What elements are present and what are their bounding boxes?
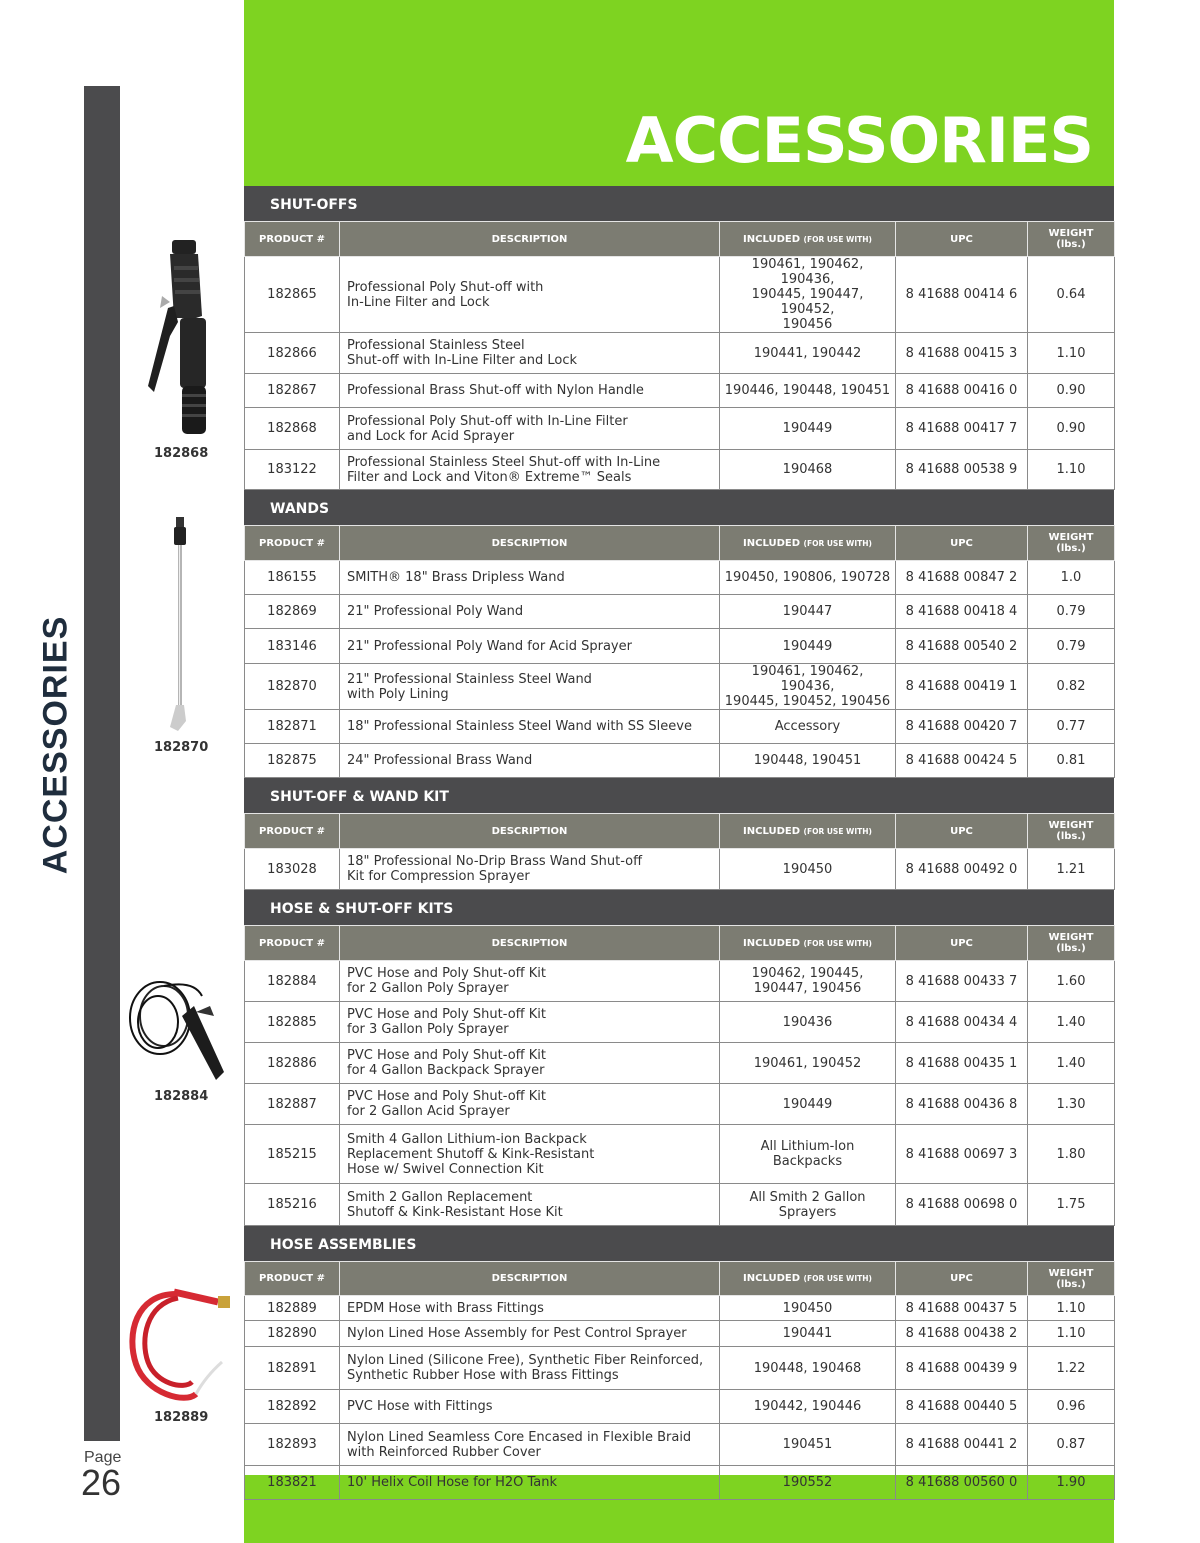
table-header [245,222,1115,257]
table-cell: 1.80 [1028,1125,1115,1184]
table-cell: 8 41688 00847 2 [896,561,1028,595]
table-cell: 183028 [245,849,340,890]
table-cell: 190461, 190452 [720,1043,896,1084]
table-cell: 182887 [245,1084,340,1125]
table-cell: 190461, 190462, 190436, 190445, 190452, 190456 [720,664,896,710]
table-cell: 182870 [245,664,340,710]
col-description: DESCRIPTION [340,526,720,561]
table-cell: 190449 [720,629,896,664]
wand-image [160,515,200,737]
table-cell: 183146 [245,629,340,664]
table-cell: EPDM Hose with Brass Fittings [340,1296,720,1321]
table-row [245,1321,1115,1347]
table-cell: 8 41688 00433 7 [896,961,1028,1002]
section-table [244,813,1115,890]
table-cell: 0.90 [1028,374,1115,408]
table-cell: 190450 [720,1296,896,1321]
table-row [245,961,1115,1002]
table-cell: 1.21 [1028,849,1115,890]
page-label: Page [84,1449,122,1466]
table-cell: 182875 [245,744,340,778]
col-product: PRODUCT # [245,222,340,257]
table-row [245,257,1115,333]
table-cell: 8 41688 00560 0 [896,1466,1028,1500]
table-cell: 8 41688 00415 3 [896,333,1028,374]
table-cell: 1.60 [1028,961,1115,1002]
col-upc: UPC [896,814,1028,849]
table-cell: 8 41688 00439 9 [896,1347,1028,1390]
table-cell: 182884 [245,961,340,1002]
table-cell: Nylon Lined Seamless Core Encased in Flexible Braid with Reinforced Rubber Cover [340,1424,720,1466]
table-cell: 1.75 [1028,1184,1115,1226]
table-cell: 0.90 [1028,408,1115,450]
table-cell: 185215 [245,1125,340,1184]
table-cell: 190442, 190446 [720,1390,896,1424]
col-description: DESCRIPTION [340,926,720,961]
col-description: DESCRIPTION [340,222,720,257]
table-cell: Professional Stainless Steel Shut-off with In-Line Filter and Lock [340,333,720,374]
section-title: SHUT-OFF & WAND KIT [244,778,1114,813]
col-upc: UPC [896,1262,1028,1296]
table-cell: PVC Hose and Poly Shut-off Kit for 2 Gallon Poly Sprayer [340,961,720,1002]
col-included: INCLUDED (FOR USE WITH) [720,1262,896,1296]
table-cell: 190552 [720,1466,896,1500]
table-cell: Professional Poly Shut-off with In-Line Filter and Lock for Acid Sprayer [340,408,720,450]
table-cell: 182885 [245,1002,340,1043]
image-label-182868: 182868 [154,446,209,461]
table-cell: 0.64 [1028,257,1115,333]
table-cell: 1.90 [1028,1466,1115,1500]
table-cell: 8 41688 00540 2 [896,629,1028,664]
table-cell: 1.40 [1028,1002,1115,1043]
table-cell: 190441, 190442 [720,333,896,374]
table-row [245,1125,1115,1184]
table-cell: All Smith 2 Gallon Sprayers [720,1184,896,1226]
table-cell: 8 41688 00437 5 [896,1296,1028,1321]
table-cell: 8 41688 00698 0 [896,1184,1028,1226]
table-cell: 8 41688 00440 5 [896,1390,1028,1424]
table-row [245,710,1115,744]
table-cell: 0.77 [1028,710,1115,744]
table-cell: 0.81 [1028,744,1115,778]
table-cell: 0.96 [1028,1390,1115,1424]
table-cell: 8 41688 00438 2 [896,1321,1028,1347]
table-cell: 182869 [245,595,340,629]
table-cell: 8 41688 00441 2 [896,1424,1028,1466]
table-row [245,1296,1115,1321]
table-cell: 8 41688 00420 7 [896,710,1028,744]
table-cell: PVC Hose with Fittings [340,1390,720,1424]
table-cell: 21" Professional Stainless Steel Wand with Poly Lining [340,664,720,710]
table-cell: 21" Professional Poly Wand for Acid Sprayer [340,629,720,664]
accessories-content [244,186,1114,1500]
table-cell: 8 41688 00419 1 [896,664,1028,710]
table-cell: 10' Helix Coil Hose for H2O Tank [340,1466,720,1500]
table-cell: SMITH® 18" Brass Dripless Wand [340,561,720,595]
col-included: INCLUDED (FOR USE WITH) [720,814,896,849]
table-row [245,450,1115,490]
table-cell: Accessory [720,710,896,744]
col-product: PRODUCT # [245,926,340,961]
table-cell: 185216 [245,1184,340,1226]
table-cell: 190449 [720,408,896,450]
table-cell: 182890 [245,1321,340,1347]
col-upc: UPC [896,222,1028,257]
table-cell: Nylon Lined (Silicone Free), Synthetic Fiber Reinforced, Synthetic Rubber Hose with Brass Fittings [340,1347,720,1390]
table-header [245,526,1115,561]
section-table [244,221,1115,490]
table-cell: 182891 [245,1347,340,1390]
table-cell: 8 41688 00434 4 [896,1002,1028,1043]
table-row [245,664,1115,710]
table-header [245,1262,1115,1296]
table-cell: 182866 [245,333,340,374]
col-upc: UPC [896,526,1028,561]
col-weight: WEIGHT (lbs.) [1028,926,1115,961]
table-cell: 8 41688 00417 7 [896,408,1028,450]
table-cell: 190451 [720,1424,896,1466]
table-cell: 190448, 190451 [720,744,896,778]
table-cell: 8 41688 00414 6 [896,257,1028,333]
table-cell: 190446, 190448, 190451 [720,374,896,408]
table-cell: 190468 [720,450,896,490]
col-weight: WEIGHT (lbs.) [1028,526,1115,561]
col-product: PRODUCT # [245,814,340,849]
table-cell: 0.82 [1028,664,1115,710]
table-cell: 8 41688 00418 4 [896,595,1028,629]
col-included: INCLUDED (FOR USE WITH) [720,222,896,257]
table-header [245,926,1115,961]
table-cell: 190436 [720,1002,896,1043]
table-cell: All Lithium-Ion Backpacks [720,1125,896,1184]
table-cell: 8 41688 00436 8 [896,1084,1028,1125]
table-header [245,814,1115,849]
table-cell: Professional Poly Shut-off with In-Line Filter and Lock [340,257,720,333]
table-cell: 21" Professional Poly Wand [340,595,720,629]
page-title: ACCESSORIES [625,104,1093,177]
col-weight: WEIGHT (lbs.) [1028,222,1115,257]
table-cell: 0.79 [1028,595,1115,629]
table-row [245,744,1115,778]
red-hose-image [126,1284,242,1412]
table-row [245,1084,1115,1125]
col-upc: UPC [896,926,1028,961]
table-row [245,849,1115,890]
section-title: SHUT-OFFS [244,186,1114,221]
table-row [245,374,1115,408]
table-row [245,1466,1115,1500]
table-cell: 8 41688 00424 5 [896,744,1028,778]
table-cell: 1.10 [1028,450,1115,490]
table-cell: 8 41688 00697 3 [896,1125,1028,1184]
sidebar-bar [84,86,120,1441]
table-row [245,629,1115,664]
table-cell: 182886 [245,1043,340,1084]
table-cell: PVC Hose and Poly Shut-off Kit for 3 Gallon Poly Sprayer [340,1002,720,1043]
table-cell: 1.10 [1028,1296,1115,1321]
shutoff-valve-image [140,236,220,438]
table-row [245,561,1115,595]
table-cell: 182865 [245,257,340,333]
table-row [245,333,1115,374]
table-cell: 182889 [245,1296,340,1321]
image-label-182889: 182889 [154,1410,209,1425]
table-cell: 8 41688 00538 9 [896,450,1028,490]
table-row [245,1390,1115,1424]
table-cell: 190461, 190462, 190436, 190445, 190447, 190452, 190456 [720,257,896,333]
table-cell: PVC Hose and Poly Shut-off Kit for 2 Gallon Acid Sprayer [340,1084,720,1125]
hose-kit-image [124,976,234,1088]
col-weight: WEIGHT (lbs.) [1028,1262,1115,1296]
table-cell: PVC Hose and Poly Shut-off Kit for 4 Gallon Backpack Sprayer [340,1043,720,1084]
table-cell: 1.22 [1028,1347,1115,1390]
col-description: DESCRIPTION [340,814,720,849]
side-title: ACCESSORIES [36,615,75,875]
table-cell: 182868 [245,408,340,450]
table-cell: 182893 [245,1424,340,1466]
table-cell: Professional Brass Shut-off with Nylon Handle [340,374,720,408]
table-cell: 190450, 190806, 190728 [720,561,896,595]
table-cell: Nylon Lined Hose Assembly for Pest Control Sprayer [340,1321,720,1347]
section-table [244,925,1115,1226]
section-title: HOSE ASSEMBLIES [244,1226,1114,1261]
col-included: INCLUDED (FOR USE WITH) [720,926,896,961]
table-cell: 183821 [245,1466,340,1500]
table-cell: 8 41688 00435 1 [896,1043,1028,1084]
col-description: DESCRIPTION [340,1262,720,1296]
table-row [245,595,1115,629]
table-cell: 1.30 [1028,1084,1115,1125]
table-cell: 190447 [720,595,896,629]
table-cell: 190462, 190445, 190447, 190456 [720,961,896,1002]
table-cell: 182892 [245,1390,340,1424]
table-cell: 182871 [245,710,340,744]
table-cell: 24" Professional Brass Wand [340,744,720,778]
table-cell: 183122 [245,450,340,490]
table-cell: Smith 4 Gallon Lithium-ion Backpack Replacement Shutoff & Kink-Resistant Hose w/ Swivel Connection Kit [340,1125,720,1184]
table-cell: 190441 [720,1321,896,1347]
col-weight: WEIGHT (lbs.) [1028,814,1115,849]
table-row [245,1043,1115,1084]
table-cell: Smith 2 Gallon Replacement Shutoff & Kink-Resistant Hose Kit [340,1184,720,1226]
image-label-182884: 182884 [154,1089,209,1104]
table-cell: 18" Professional No-Drip Brass Wand Shut-off Kit for Compression Sprayer [340,849,720,890]
table-cell: 0.79 [1028,629,1115,664]
table-cell: 186155 [245,561,340,595]
table-cell: 190448, 190468 [720,1347,896,1390]
table-row [245,408,1115,450]
table-cell: 18" Professional Stainless Steel Wand with SS Sleeve [340,710,720,744]
section-table [244,525,1115,778]
table-cell: 190449 [720,1084,896,1125]
image-label-182870: 182870 [154,740,209,755]
table-cell: 8 41688 00492 0 [896,849,1028,890]
table-cell: 1.10 [1028,1321,1115,1347]
section-title: WANDS [244,490,1114,525]
section-table [244,1261,1115,1500]
table-row [245,1184,1115,1226]
table-cell: 0.87 [1028,1424,1115,1466]
table-cell: Professional Stainless Steel Shut-off with In-Line Filter and Lock and Viton® Extreme™ Seals [340,450,720,490]
table-row [245,1424,1115,1466]
col-product: PRODUCT # [245,526,340,561]
table-cell: 1.10 [1028,333,1115,374]
table-row [245,1347,1115,1390]
table-cell: 1.40 [1028,1043,1115,1084]
page-number: 26 [81,1462,122,1503]
col-product: PRODUCT # [245,1262,340,1296]
section-title: HOSE & SHUT-OFF KITS [244,890,1114,925]
table-cell: 1.0 [1028,561,1115,595]
table-cell: 190450 [720,849,896,890]
table-row [245,1002,1115,1043]
col-included: INCLUDED (FOR USE WITH) [720,526,896,561]
table-cell: 182867 [245,374,340,408]
table-cell: 8 41688 00416 0 [896,374,1028,408]
